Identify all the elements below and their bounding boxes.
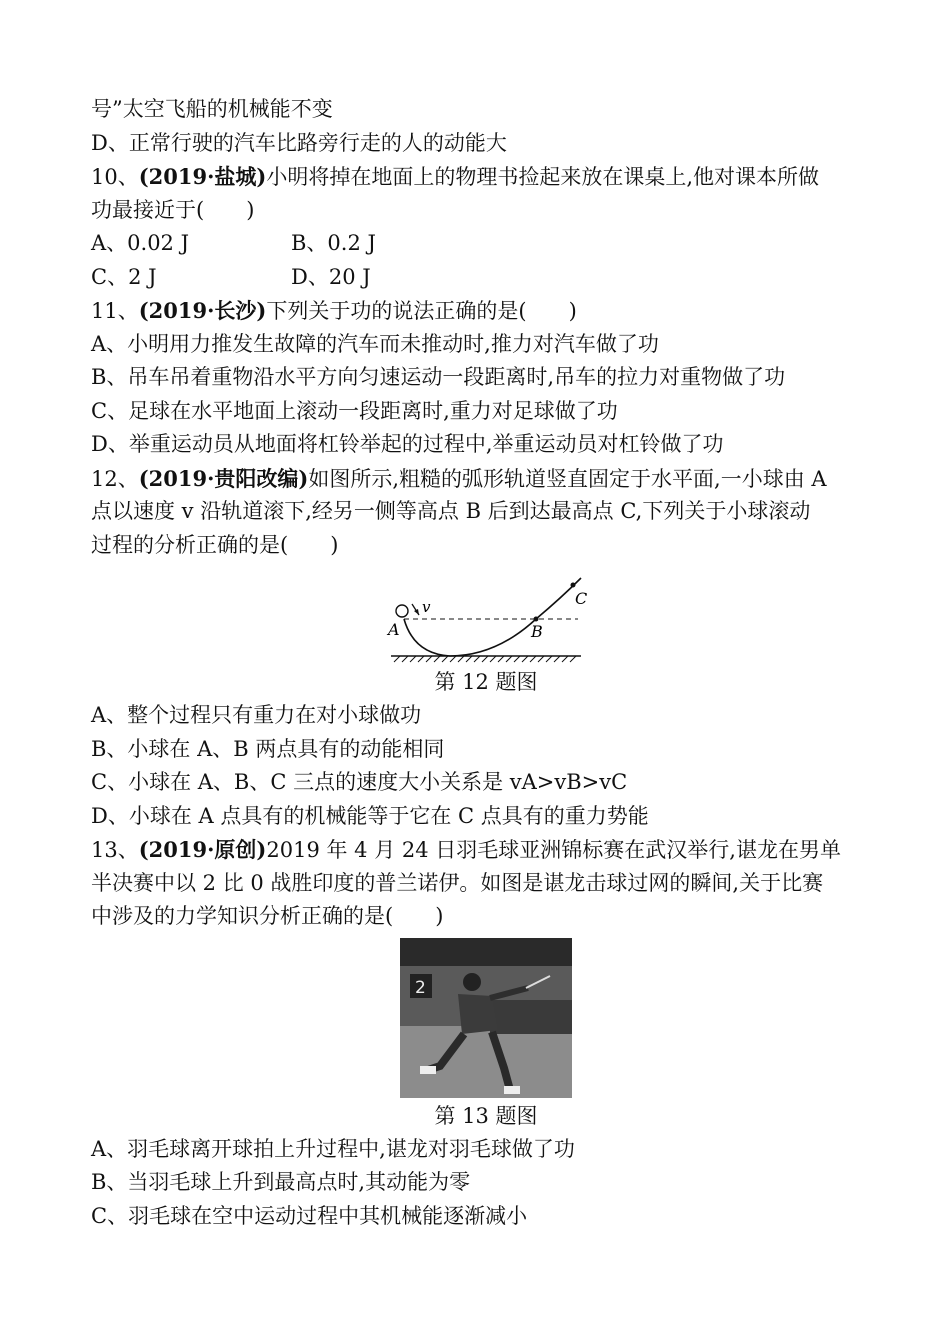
question-13 [91, 833, 881, 867]
option-a: A、小明用力推发生故障的汽车而未推动时,推力对汽车做了功 [91, 331, 659, 356]
label-v: v [422, 598, 431, 616]
question-12 [91, 462, 881, 496]
question-source: (2019·原创) [138, 837, 267, 862]
question-number: 13、 [91, 838, 139, 862]
question-text: 下列关于功的说法正确的是( ) [266, 299, 577, 323]
option-a: A、0.02 J [91, 231, 190, 255]
track-diagram [386, 568, 586, 664]
question-text: 半决赛中以 2 比 0 战胜印度的普兰诺伊。如图是谌龙击球过网的瞬间,关于比赛 [91, 870, 824, 895]
option-d: D、正常行驶的汽车比路旁行走的人的动能大 [91, 130, 507, 155]
option-c: C、足球在水平地面上滚动一段距离时,重力对足球做了功 [91, 398, 618, 423]
option-c: C、小球在 A、B、C 三点的速度大小关系是 vA>vB>vC [91, 770, 628, 794]
question-text: 功最接近于( ) [91, 197, 255, 222]
options-row [91, 227, 881, 261]
question-text: 点以速度 v 沿轨道滚下,经另一侧等高点 B 后到达最高点 C,下列关于小球滚动 [91, 499, 811, 523]
question-text: 2019 年 4 月 24 日羽毛球亚洲锦标赛在武汉举行,谌龙在男单 [266, 838, 841, 862]
photo-illustration [400, 938, 572, 1098]
option-b: B、小球在 A、B 两点具有的动能相同 [91, 736, 445, 761]
point-c [571, 583, 576, 588]
shoe [420, 1066, 436, 1074]
question-11 [91, 294, 881, 328]
player-head [463, 973, 481, 991]
option-d: D、举重运动员从地面将杠铃举起的过程中,举重运动员对杠铃做了功 [91, 432, 724, 456]
label-c: C [575, 589, 588, 608]
question-text: 小明将掉在地面上的物理书捡起来放在课桌上,他对课本所做 [266, 165, 820, 189]
point-b [534, 617, 539, 622]
question-text: 中涉及的力学知识分析正确的是( ) [91, 904, 444, 928]
option-b: B、0.2 J [291, 231, 376, 255]
question-text: 过程的分析正确的是( ) [91, 532, 339, 557]
badminton-photo [400, 938, 572, 1098]
option-b: B、吊车吊着重物沿水平方向匀速运动一段距离时,吊车的拉力对重物做了功 [91, 365, 786, 389]
option-c: C、2 J [91, 264, 157, 289]
velocity-arrowhead [414, 609, 419, 615]
option-d: D、小球在 A 点具有的机械能等于它在 C 点具有的重力势能 [91, 803, 649, 828]
label-b: B [531, 622, 543, 641]
ball [396, 605, 408, 617]
option-b: B、当羽毛球上升到最高点时,其动能为零 [91, 1170, 471, 1194]
text-line: 号”太空飞船的机械能不变 [91, 97, 333, 121]
question-text: 如图所示,粗糙的弧形轨道竖直固定于水平面,一小球由 A [308, 466, 827, 491]
question-number: 12、 [91, 466, 139, 491]
score-text: 2 [415, 977, 426, 998]
figure-caption: 第 12 题图 [434, 670, 538, 694]
arc-track [404, 578, 581, 656]
question-source: (2019·贵阳改编) [138, 465, 309, 491]
option-c: C、羽毛球在空中运动过程中其机械能逐渐减小 [91, 1203, 528, 1228]
question-number: 10、 [91, 165, 139, 189]
question-number: 11、 [91, 299, 139, 323]
shoe [504, 1086, 520, 1094]
ground-hatching [394, 656, 576, 662]
option-d: D、20 J [291, 264, 371, 289]
options-row [91, 261, 881, 295]
question-10 [91, 160, 881, 194]
option-a: A、羽毛球离开球拍上升过程中,谌龙对羽毛球做了功 [91, 1136, 575, 1161]
option-a: A、整个过程只有重力在对小球做功 [91, 703, 422, 727]
label-a: A [388, 620, 400, 639]
question-source: (2019·盐城) [138, 164, 267, 189]
question-source: (2019·长沙) [138, 298, 267, 323]
document-page [91, 93, 881, 1233]
figure-caption: 第 13 题图 [434, 1103, 538, 1128]
